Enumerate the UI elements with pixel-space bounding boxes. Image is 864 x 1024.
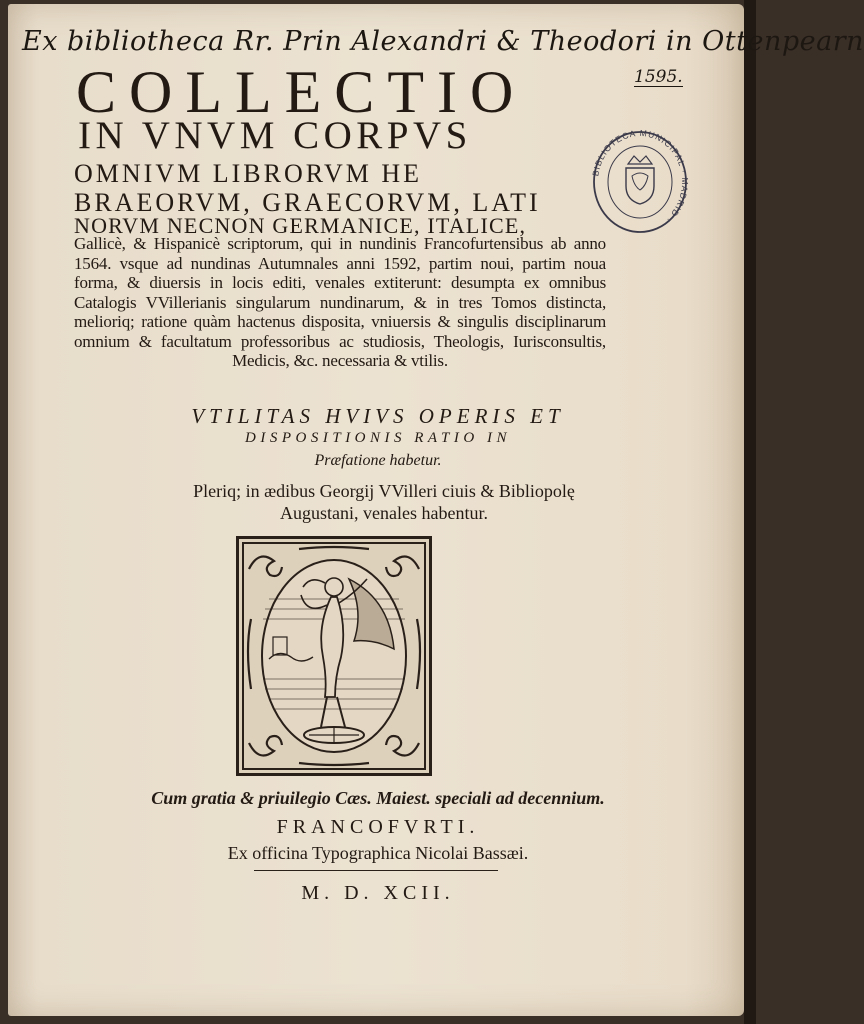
utility-line-2: DISPOSITIONIS RATIO IN (245, 430, 511, 446)
utility-line-3: Præfatione habetur. (314, 452, 442, 469)
divider-rule (254, 870, 498, 871)
stamp-text: BIBLIOTECA MUNICIPAL · MADRID · (590, 127, 690, 226)
madrid-library-stamp-icon (590, 116, 690, 250)
privilege-line: Cum gratia & priuilegio Cæs. Maiest. speciali ad decennium. (151, 788, 605, 808)
fortuna-emblem-icon (239, 539, 429, 773)
printer-device-woodcut (236, 536, 432, 776)
title-line-1: COLLECTIO (76, 59, 527, 125)
library-stamp (590, 116, 690, 250)
title-description: Gallicè, & Hispanicè scriptorum, qui in nundinis Francofurtensibus ab anno 1564. vsque ad nundinas Autumnales anni 1592, partim noui, partim noua forma, & diuersis in locis editi, venales extiterunt: desumpta ex omnibus Catalogis VVillerianis singularum nundinarum, & in tres Tomos distincta, melioriq; ratione quàm hactenus disposita, vniuersis & singulis disciplinarum omnium & facultatum professoribus ac studiosis, Theologis, Iurisconsultis, Medicis, &c. necessaria & vtilis. (74, 234, 606, 370)
printer-line: Ex officina Typographica Nicolai Bassæi. (227, 843, 529, 863)
book-edge (744, 0, 756, 1024)
utility-line-1: VTILITAS HVIVS OPERIS ET (191, 404, 565, 428)
title-line-2: IN VNVM CORPVS (78, 114, 472, 157)
publication-year: M. D. XCII. (301, 882, 455, 904)
title-line-4: BRAEORVM, GRAECORVM, LATI (74, 188, 541, 217)
manuscript-date: 1595. (634, 67, 683, 87)
imprint-note: Pleriq; in ædibus Georgij VVilleri ciuis & Bibliopolę Augustani, venales habentur. (193, 481, 575, 523)
title-line-3: OMNIVM LIBRORVM HE (74, 159, 423, 188)
manuscript-ownership-note: Ex bibliotheca Rr. Prin Alexandri & Theodori in Ottenpearn (22, 26, 864, 57)
title-line-5: NORVM NECNON GERMANICE, ITALICE, (74, 213, 527, 238)
printing-city: FRANCOFVRTI. (276, 816, 480, 838)
svg-text:BIBLIOTECA MUNICIPAL · MADRID (590, 128, 690, 225)
